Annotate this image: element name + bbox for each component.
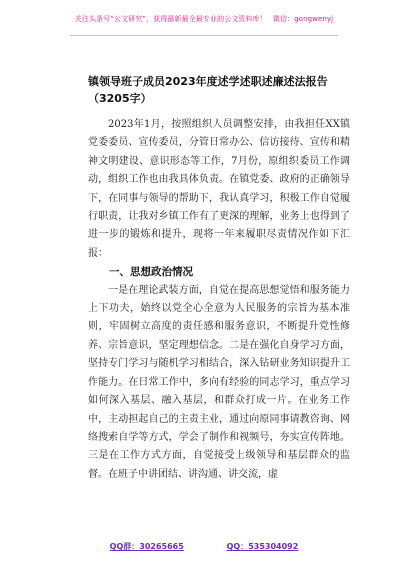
qq-contact-link[interactable]: QQ：535304092 — [226, 542, 299, 551]
document-body — [88, 116, 350, 484]
document-title: 镇领导班子成员2023年度述学述职述廉述法报告（3205字） — [88, 75, 328, 105]
section-heading: 一、思想政治情况 — [109, 266, 193, 279]
intro-paragraph: 2023年1月，按照组织人员调整安排，由我担任XX镇党委委员、宣传委员，分管日常办公、信访接待、宣传和精神文明建设、意识形态等工作，7月份，原组织委员工作调动，组织工作也由我具体负责。在镇党委、政府的正确领导下，在同事与领导的帮助下，我认真学习，积极工作自觉履行职责，让我对乡镇工作有了更深的理解，业务上也得到了进一步的锻炼和提升，现将一年来履职尽责情况作如下汇报： — [88, 119, 350, 259]
wechat-id: 微信：gongwenyj — [272, 15, 334, 23]
qq-group-link[interactable]: QQ群：30265665 — [109, 542, 184, 551]
promo-text: 关注头条号“公文研究”，获得最新最全最专业的公文资料库！ — [74, 15, 267, 23]
section-paragraph: 一是在理论武装方面，自觉在提高思想觉悟和服务能力上下功夫，始终以党全心全意为人民服务的宗旨为基本准则，牢固树立高度的责任感和服务意识，不断提升党性修养、宗旨意识，坚定理想信念。二是在强化自身学习方面，坚持专门学习与随机学习相结合，深入钻研业务知识提升工作能力。在日常工作中，多向有经验的同志学习，重点学习如何深入基层、融入基层，和群众打成一片。在业务工作中，主动担起自己的主责主业，通过向原同事请教咨询、网络搜索自学等方式，学会了制作和视频号，夯实宣传阵地。三是在工作方式方面，自觉接受上级领导和基层群众的监督。在班子中讲团结、讲沟通、讲交流，虚 — [88, 284, 350, 480]
header-divider — [70, 35, 338, 36]
contact-footer — [0, 541, 408, 552]
promo-banner — [0, 14, 408, 24]
